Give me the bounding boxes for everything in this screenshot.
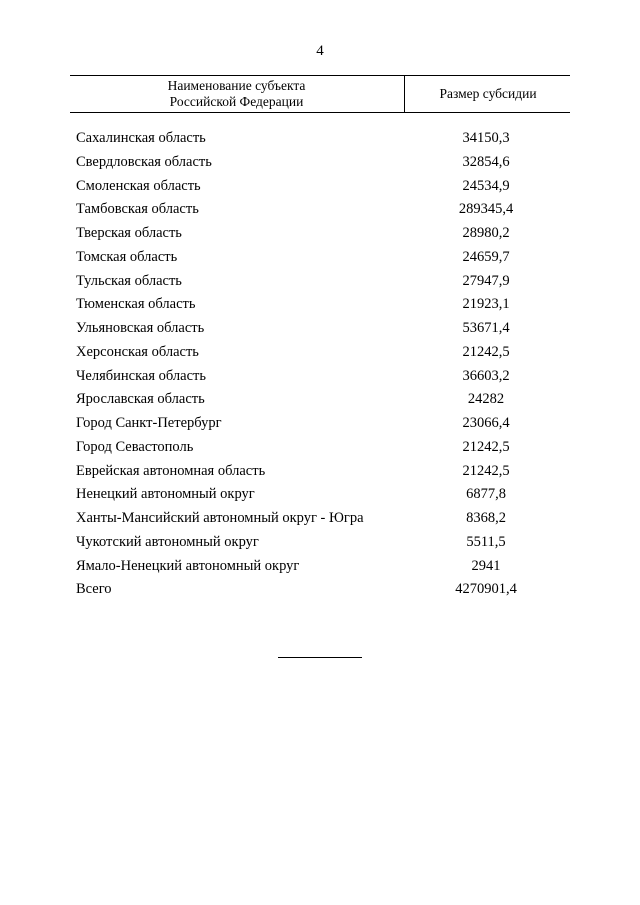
- subject-name: Сахалинская область: [76, 130, 206, 146]
- header-subject-column: [70, 76, 403, 112]
- table-row: [76, 270, 570, 294]
- subsidy-value: 21242,5: [462, 343, 510, 360]
- subject-name: Челябинская область: [76, 367, 206, 384]
- subsidy-value: 24282: [467, 391, 505, 408]
- table-row: [76, 483, 570, 507]
- subsidy-value: 36603,2: [462, 367, 510, 384]
- subsidy-value: 6877,8: [466, 486, 506, 503]
- subsidy-value: 21242,5: [462, 462, 510, 479]
- total-value: 4270901,4: [455, 581, 517, 598]
- table-row: [76, 365, 570, 389]
- subsidy-value: 32854,6: [462, 153, 510, 170]
- subsidy-value: 24534,9: [462, 177, 510, 194]
- subsidy-value: 2941: [471, 557, 501, 574]
- subsidy-value: 28980,2: [462, 225, 510, 241]
- subject-name: Ненецкий автономный округ: [76, 486, 255, 503]
- subject-name: Еврейская автономная область: [76, 462, 266, 479]
- subsidy-value: 34150,3: [462, 130, 510, 146]
- subject-name: Тверская область: [76, 225, 182, 241]
- total-label: Всего: [76, 581, 112, 598]
- header-subject-line-1: Наименование субъекта: [167, 78, 306, 93]
- subject-name: Город Севастополь: [76, 438, 194, 455]
- subject-name: Ямало-Ненецкий автономный округ: [76, 557, 300, 574]
- table-row: [76, 555, 570, 579]
- table-row: [76, 175, 570, 199]
- subsidy-value: 53671,4: [462, 320, 510, 336]
- subsidy-value: 27947,9: [462, 272, 510, 289]
- subsidy-value: 21923,1: [462, 296, 510, 313]
- table-body: [76, 127, 570, 602]
- subject-name: Ханты-Мансийский автономный округ - Югра: [76, 510, 364, 526]
- header-subject-line-2: Российской Федерации: [169, 94, 304, 109]
- table-row: [76, 127, 570, 151]
- table-row: [76, 151, 570, 175]
- subject-name: Томская область: [76, 248, 178, 265]
- end-of-document-line: [278, 657, 362, 658]
- table-row: [76, 388, 570, 412]
- subject-name: Херсонская область: [76, 343, 199, 360]
- subject-name: Свердловская область: [76, 153, 212, 170]
- table-row: [76, 460, 570, 484]
- subsidy-value: 23066,4: [462, 415, 510, 431]
- table-row: [76, 341, 570, 365]
- subsidy-value: 289345,4: [458, 201, 514, 218]
- subject-name: Чукотский автономный округ: [76, 533, 259, 550]
- table-row: [76, 436, 570, 460]
- subject-name: Ярославская область: [76, 391, 205, 408]
- table-row-total: [76, 578, 570, 602]
- subject-name: Город Санкт-Петербург: [76, 415, 222, 431]
- subsidy-value: 5511,5: [466, 533, 506, 550]
- subsidy-value: 21242,5: [462, 438, 510, 455]
- subject-name: Смоленская область: [76, 177, 201, 194]
- table-row: [76, 531, 570, 555]
- table-row: [76, 293, 570, 317]
- table-row: [76, 198, 570, 222]
- table-row: [76, 222, 570, 246]
- table-row: [76, 246, 570, 270]
- subsidy-value: 8368,2: [466, 510, 506, 526]
- subject-name: Тульская область: [76, 272, 182, 289]
- table-row: [76, 412, 570, 436]
- subject-name: Тамбовская область: [76, 201, 199, 218]
- header-subsidy-column: Размер субсидии: [404, 76, 571, 112]
- table-row: [76, 507, 570, 531]
- subject-name: Ульяновская область: [76, 320, 205, 336]
- page-number: 4: [316, 43, 324, 59]
- subsidy-value: 24659,7: [462, 248, 510, 265]
- table-header: [70, 75, 570, 113]
- table-row: [76, 317, 570, 341]
- subject-name: Тюменская область: [76, 296, 196, 313]
